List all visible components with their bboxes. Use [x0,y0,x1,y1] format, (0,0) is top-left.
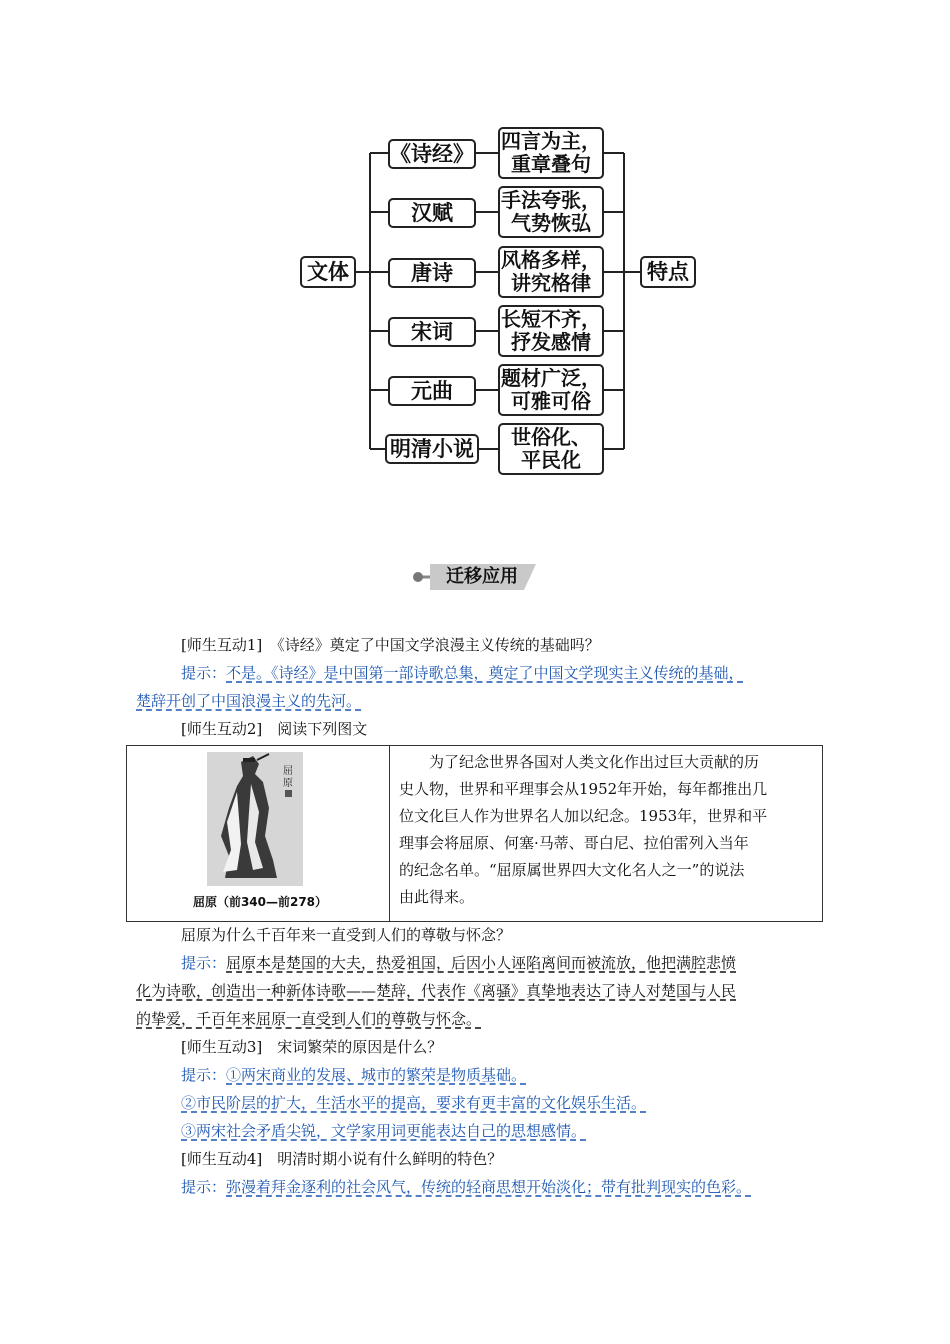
hint-label: 提示： [181,664,227,682]
feature-box-shijing [498,127,604,179]
hint-label: 提示： [181,1178,227,1196]
table-text-line-6: 由此得来。 [399,888,475,906]
quyuan-portrait-image [207,752,303,886]
feature-box-tangshi [498,246,604,298]
diagram-feature-box: 特点 [640,256,696,288]
feature-box-hanfu [498,186,604,238]
answer-3-line-1 [181,1064,526,1086]
answer-2-line-1 [181,952,736,974]
genre-box-tangshi: 唐诗 [388,258,476,288]
genre-box-songci: 宋词 [388,317,476,347]
feature-box-mingqing [498,423,604,475]
feature-line: 世俗化、 [511,425,591,449]
answer-1-line-1 [181,662,744,684]
question-3: [师生互动3] 宋词繁荣的原因是什么？ [181,1038,443,1056]
answer-text: 弥漫着拜金逐利的社会风气，传统的轻商思想开始淡化；带有批判现实的色彩。 [226,1178,752,1196]
feature-line: 平民化 [521,448,581,472]
genre-box-hanfu: 汉赋 [388,198,476,228]
answer-text: 屈原本是楚国的大夫，热爱祖国，后因小人诬陷离间而被流放，他把满腔悲愤 [226,954,737,972]
table-text-line-4: 理事会将屈原、何塞·马蒂、哥白尼、拉伯雷列入当年 [399,834,749,852]
table-text-line-3: 位文化巨人作为世界名人加以纪念。1953年，世界和平 [399,807,768,825]
portrait-caption: 屈原（前340—前278） [192,895,328,909]
diagram-root-box: 文体 [300,256,356,288]
feature-line: 气势恢弘 [511,211,591,235]
table-divider [389,745,390,922]
feature-line: 可雅可俗 [511,389,591,413]
feature-line: 长短不齐， [501,307,601,331]
question-1: [师生互动1] 《诗经》奠定了中国文学浪漫主义传统的基础吗？ [181,636,600,654]
answer-3-line-2: ②市民阶层的扩大，生活水平的提高，要求有更丰富的文化娱乐生活。 [181,1094,647,1112]
feature-line: 四言为主， [501,129,601,153]
answer-4-line-1 [181,1176,751,1198]
answer-2-line-2: 化为诗歌，创造出一种新体诗歌——楚辞，代表作《离骚》真挚地表达了诗人对楚国与人民 [136,982,737,1000]
answer-text: 不是。《诗经》是中国第一部诗歌总集，奠定了中国文学现实主义传统的基础， [226,664,744,682]
answer-1-line-2: 楚辞开创了中国浪漫主义的先河。 [136,692,362,710]
feature-line: 抒发感情 [511,330,591,354]
question-2: [师生互动2] 阅读下列图文 [181,720,368,738]
table-text-line-2: 史人物，世界和平理事会从1952年开始，每年都推出几 [399,780,768,798]
section-title: 迁移应用 [446,566,518,587]
question-4: [师生互动4] 明清时期小说有什么鲜明的特色？ [181,1150,503,1168]
genre-box-shijing: 《诗经》 [388,139,476,169]
hint-label: 提示： [181,1066,227,1084]
hint-label: 提示： [181,954,227,972]
feature-line: 题材广泛， [501,366,601,390]
table-text-line-1: 为了纪念世界各国对人类文化作出过巨大贡献的历 [429,753,760,771]
svg-text:原: 原 [283,778,293,789]
feature-line: 讲究格律 [511,271,591,295]
answer-3-line-3: ③两宋社会矛盾尖锐，文学家用词更能表达自己的思想感情。 [181,1122,587,1140]
genre-box-yuanqu: 元曲 [388,376,476,406]
feature-line: 手法夸张， [501,188,601,212]
genre-box-mingqing: 明清小说 [385,434,479,464]
feature-line: 重章叠句 [511,152,591,176]
feature-line: 风格多样， [501,248,601,272]
svg-text:屈: 屈 [283,766,293,777]
answer-text: ①两宋商业的发展、城市的繁荣是物质基础。 [226,1066,527,1084]
feature-box-songci [498,305,604,357]
answer-2-line-3: 的挚爱，千百年来屈原一直受到人们的尊敬与怀念。 [136,1010,482,1028]
feature-box-yuanqu [498,364,604,416]
table-text-line-5: 的纪念名单。“屈原属世界四大文化名人之一”的说法 [399,861,745,879]
question-2b: 屈原为什么千百年来一直受到人们的尊敬与怀念？ [181,926,512,944]
